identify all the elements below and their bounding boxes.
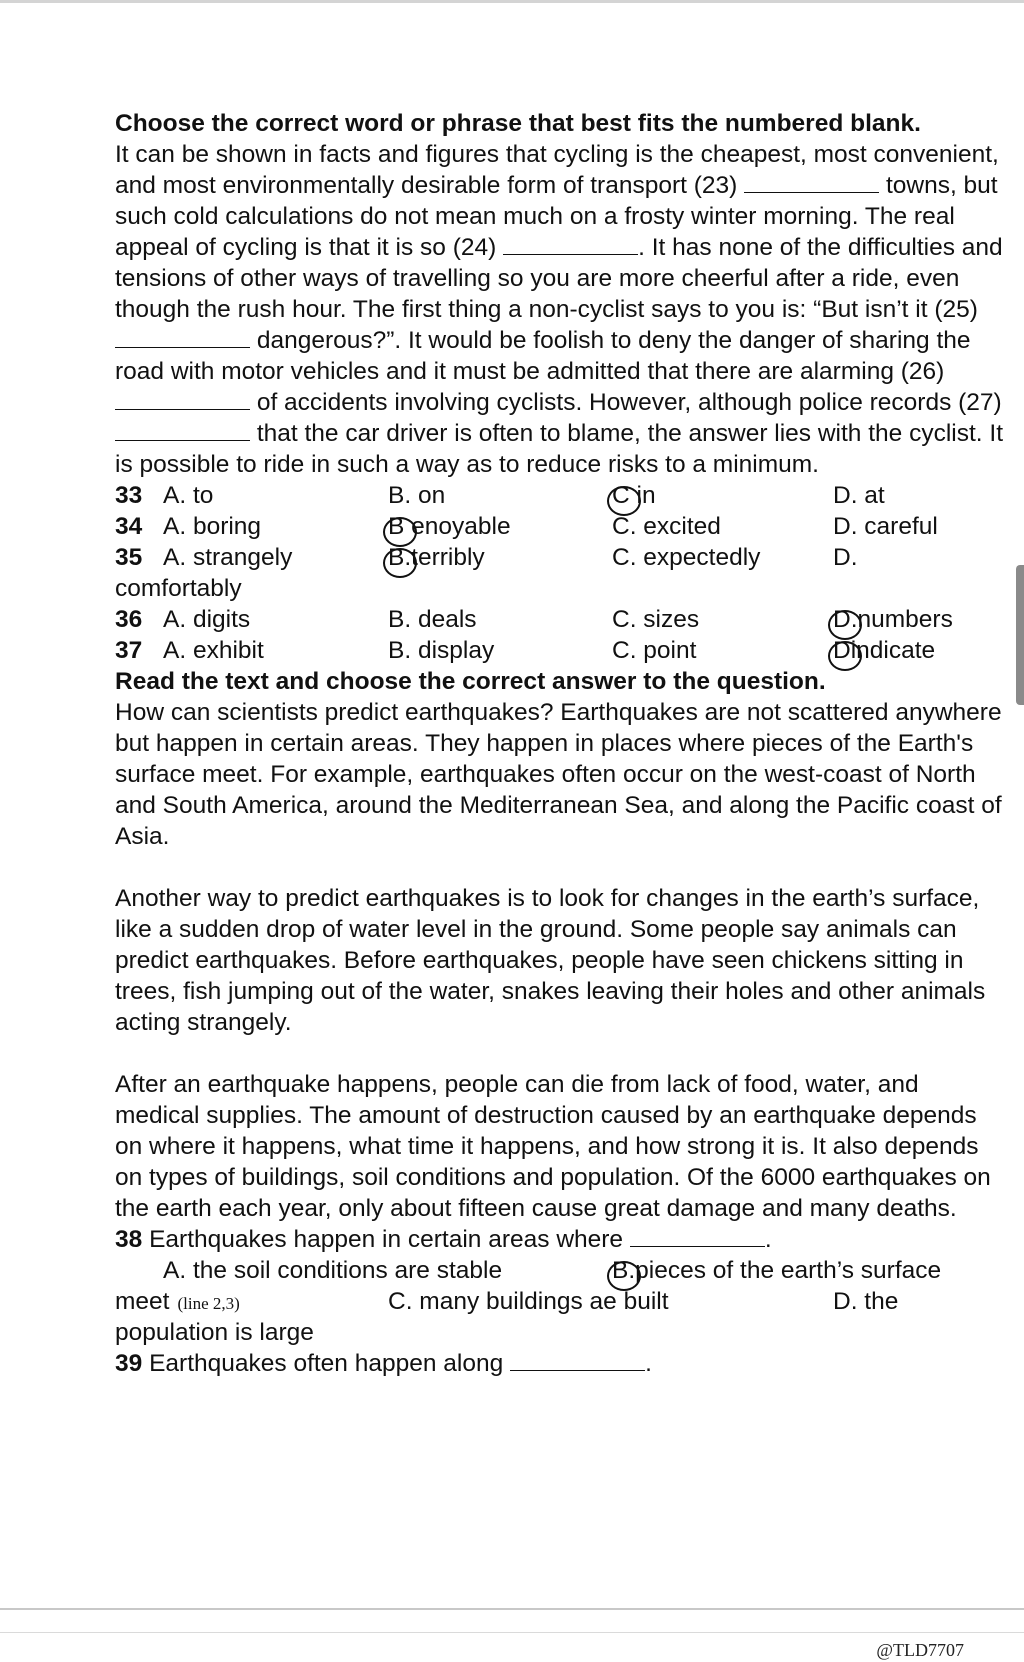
question-number: 37	[115, 637, 143, 664]
question-38-options	[115, 1255, 1005, 1286]
option-c[interactable]: C. expectedly	[612, 544, 761, 571]
blank-27	[115, 420, 250, 441]
option-d[interactable]: D. careful	[833, 513, 938, 540]
question-38-options-row2	[115, 1286, 1005, 1317]
top-border	[0, 0, 1024, 3]
option-a[interactable]: A. to	[163, 482, 214, 509]
option-a[interactable]: A. the soil conditions are stable	[163, 1257, 503, 1284]
option-b[interactable]: B. display	[388, 637, 495, 664]
question-39-stem: 39 Earthquakes often happen along .	[115, 1350, 652, 1377]
paragraph-gap	[115, 852, 1005, 883]
option-text: in	[629, 482, 656, 509]
question-38-stem: 38 Earthquakes happen in certain areas where .	[115, 1226, 772, 1253]
option-d[interactable]: D. the	[833, 1288, 899, 1315]
option-b-cont-text: meet	[115, 1288, 170, 1315]
cloze-passage	[115, 139, 1005, 480]
option-text: indicate	[850, 637, 936, 664]
option-text: enoyable	[404, 513, 511, 540]
question-36	[115, 604, 1005, 635]
option-c[interactable]: C. sizes	[612, 606, 700, 633]
blank-38	[630, 1226, 765, 1247]
question-number: 36	[115, 606, 143, 633]
option-b-selected[interactable]	[388, 511, 511, 542]
cloze-heading: Choose the correct word or phrase that best fits the numbered blank.	[115, 110, 921, 137]
question-33	[115, 480, 1005, 511]
option-c-selected[interactable]	[612, 480, 656, 511]
option-a[interactable]: A. digits	[163, 606, 251, 633]
question-34	[115, 511, 1005, 542]
scrollbar-handle[interactable]	[1016, 565, 1024, 705]
reading-paragraph-2: Another way to predict earthquakes is to look for changes in the earth’s surface, like a sudden drop of water level in the ground. Some people say animals can predict earthquakes. Before earthquakes, people have seen chickens sitting in trees, fish jumping out of the water, snakes leaving their holes and other animals acting strangely.	[115, 885, 986, 1036]
question-35	[115, 542, 1005, 573]
worksheet	[115, 108, 1005, 1379]
question-number: 35	[115, 544, 143, 571]
blank-39	[510, 1350, 645, 1371]
option-text: numbers	[857, 606, 953, 633]
option-b-continued	[115, 1286, 240, 1319]
option-text: terribly	[411, 544, 485, 571]
question-number: 33	[115, 482, 143, 509]
option-d-selected[interactable]	[833, 635, 935, 666]
reading-paragraph-1: How can scientists predict earthquakes? Earthquakes are not scattered anywhere but happen in certain areas. They happen in places where pieces of the Earth's surface meet. For example, earthquakes often occur on the west-coast of North and South America, around the Mediterranean Sea, and along the Pacific coast of Asia.	[115, 699, 1002, 850]
circled-letter: D	[833, 637, 851, 664]
option-b[interactable]: B. deals	[388, 606, 477, 633]
blank-26	[115, 389, 250, 410]
circled-letter: B.	[388, 544, 412, 571]
option-c[interactable]: C. many buildings ae built	[388, 1288, 669, 1315]
passage-part-5: of accidents involving cyclists. However, although police records (27)	[256, 389, 1002, 416]
question-37	[115, 635, 1005, 666]
option-a[interactable]: A. exhibit	[163, 637, 264, 664]
option-a[interactable]: A. boring	[163, 513, 262, 540]
circled-letter: B	[388, 513, 405, 540]
footer-divider	[0, 1608, 1024, 1610]
option-d-continued: comfortably	[115, 575, 242, 602]
passage-part-2: towns, but such cold calculations do not mean much on a frosty winter morning. The real appeal of cycling is that it is so (24)	[115, 172, 998, 261]
option-d-selected[interactable]	[833, 604, 953, 635]
blank-25	[115, 327, 250, 348]
passage-part-4: dangerous?”. It would be foolish to deny the danger of sharing the road with motor vehicles and it must be admitted that there are alarming (26)	[115, 327, 971, 385]
question-text: Earthquakes often happen along	[149, 1350, 504, 1377]
question-number: 34	[115, 513, 143, 540]
passage-part-6: that the car driver is often to blame, the answer lies with the cyclist. It is possible to ride in such a way as to reduce risks to a minimum.	[115, 420, 1004, 478]
option-d[interactable]: D.	[833, 544, 858, 571]
passage-part-3: . It has none of the difficulties and tensions of other ways of travelling so you are more cheerful after a ride, even though the rush hour. The first thing a non-cyclist says to you is: “But isn’t it (25)	[115, 234, 1003, 323]
paragraph-gap	[115, 1038, 1005, 1069]
option-c[interactable]: C. excited	[612, 513, 721, 540]
blank-23	[744, 172, 879, 193]
watermark: @TLD7707	[876, 1640, 964, 1660]
question-number: 38	[115, 1226, 143, 1253]
option-d-continued: population is large	[115, 1319, 314, 1346]
question-text: Earthquakes happen in certain areas where	[149, 1226, 624, 1253]
circled-letter: C	[612, 482, 630, 509]
footer-divider	[0, 1632, 1024, 1633]
circled-letter: B.	[612, 1257, 636, 1284]
option-text: pieces of the earth’s surface	[635, 1257, 942, 1284]
option-b-selected[interactable]	[388, 542, 485, 573]
option-b[interactable]: B. on	[388, 482, 446, 509]
handwritten-note: (line 2,3)	[177, 1294, 240, 1313]
circled-letter: D.	[833, 606, 858, 633]
reading-heading: Read the text and choose the correct answer to the question.	[115, 668, 826, 695]
passage-part-1: It can be shown in facts and figures that cycling is the cheapest, most convenient, and most environmentally desirable form of transport (23)	[115, 141, 999, 199]
option-a[interactable]: A. strangely	[163, 544, 293, 571]
option-d[interactable]: D. at	[833, 482, 885, 509]
question-number: 39	[115, 1350, 143, 1377]
option-c[interactable]: C. point	[612, 637, 697, 664]
reading-paragraph-3: After an earthquake happens, people can die from lack of food, water, and medical supplies. The amount of destruction caused by an earthquake depends on where it happens, what time it happens, and how strong it is. It also depends on types of buildings, soil conditions and population. Of the 6000 earthquakes on the earth each year, only about fifteen cause great damage and many deaths.	[115, 1071, 991, 1222]
blank-24	[503, 234, 638, 255]
option-b-selected[interactable]	[612, 1255, 941, 1286]
